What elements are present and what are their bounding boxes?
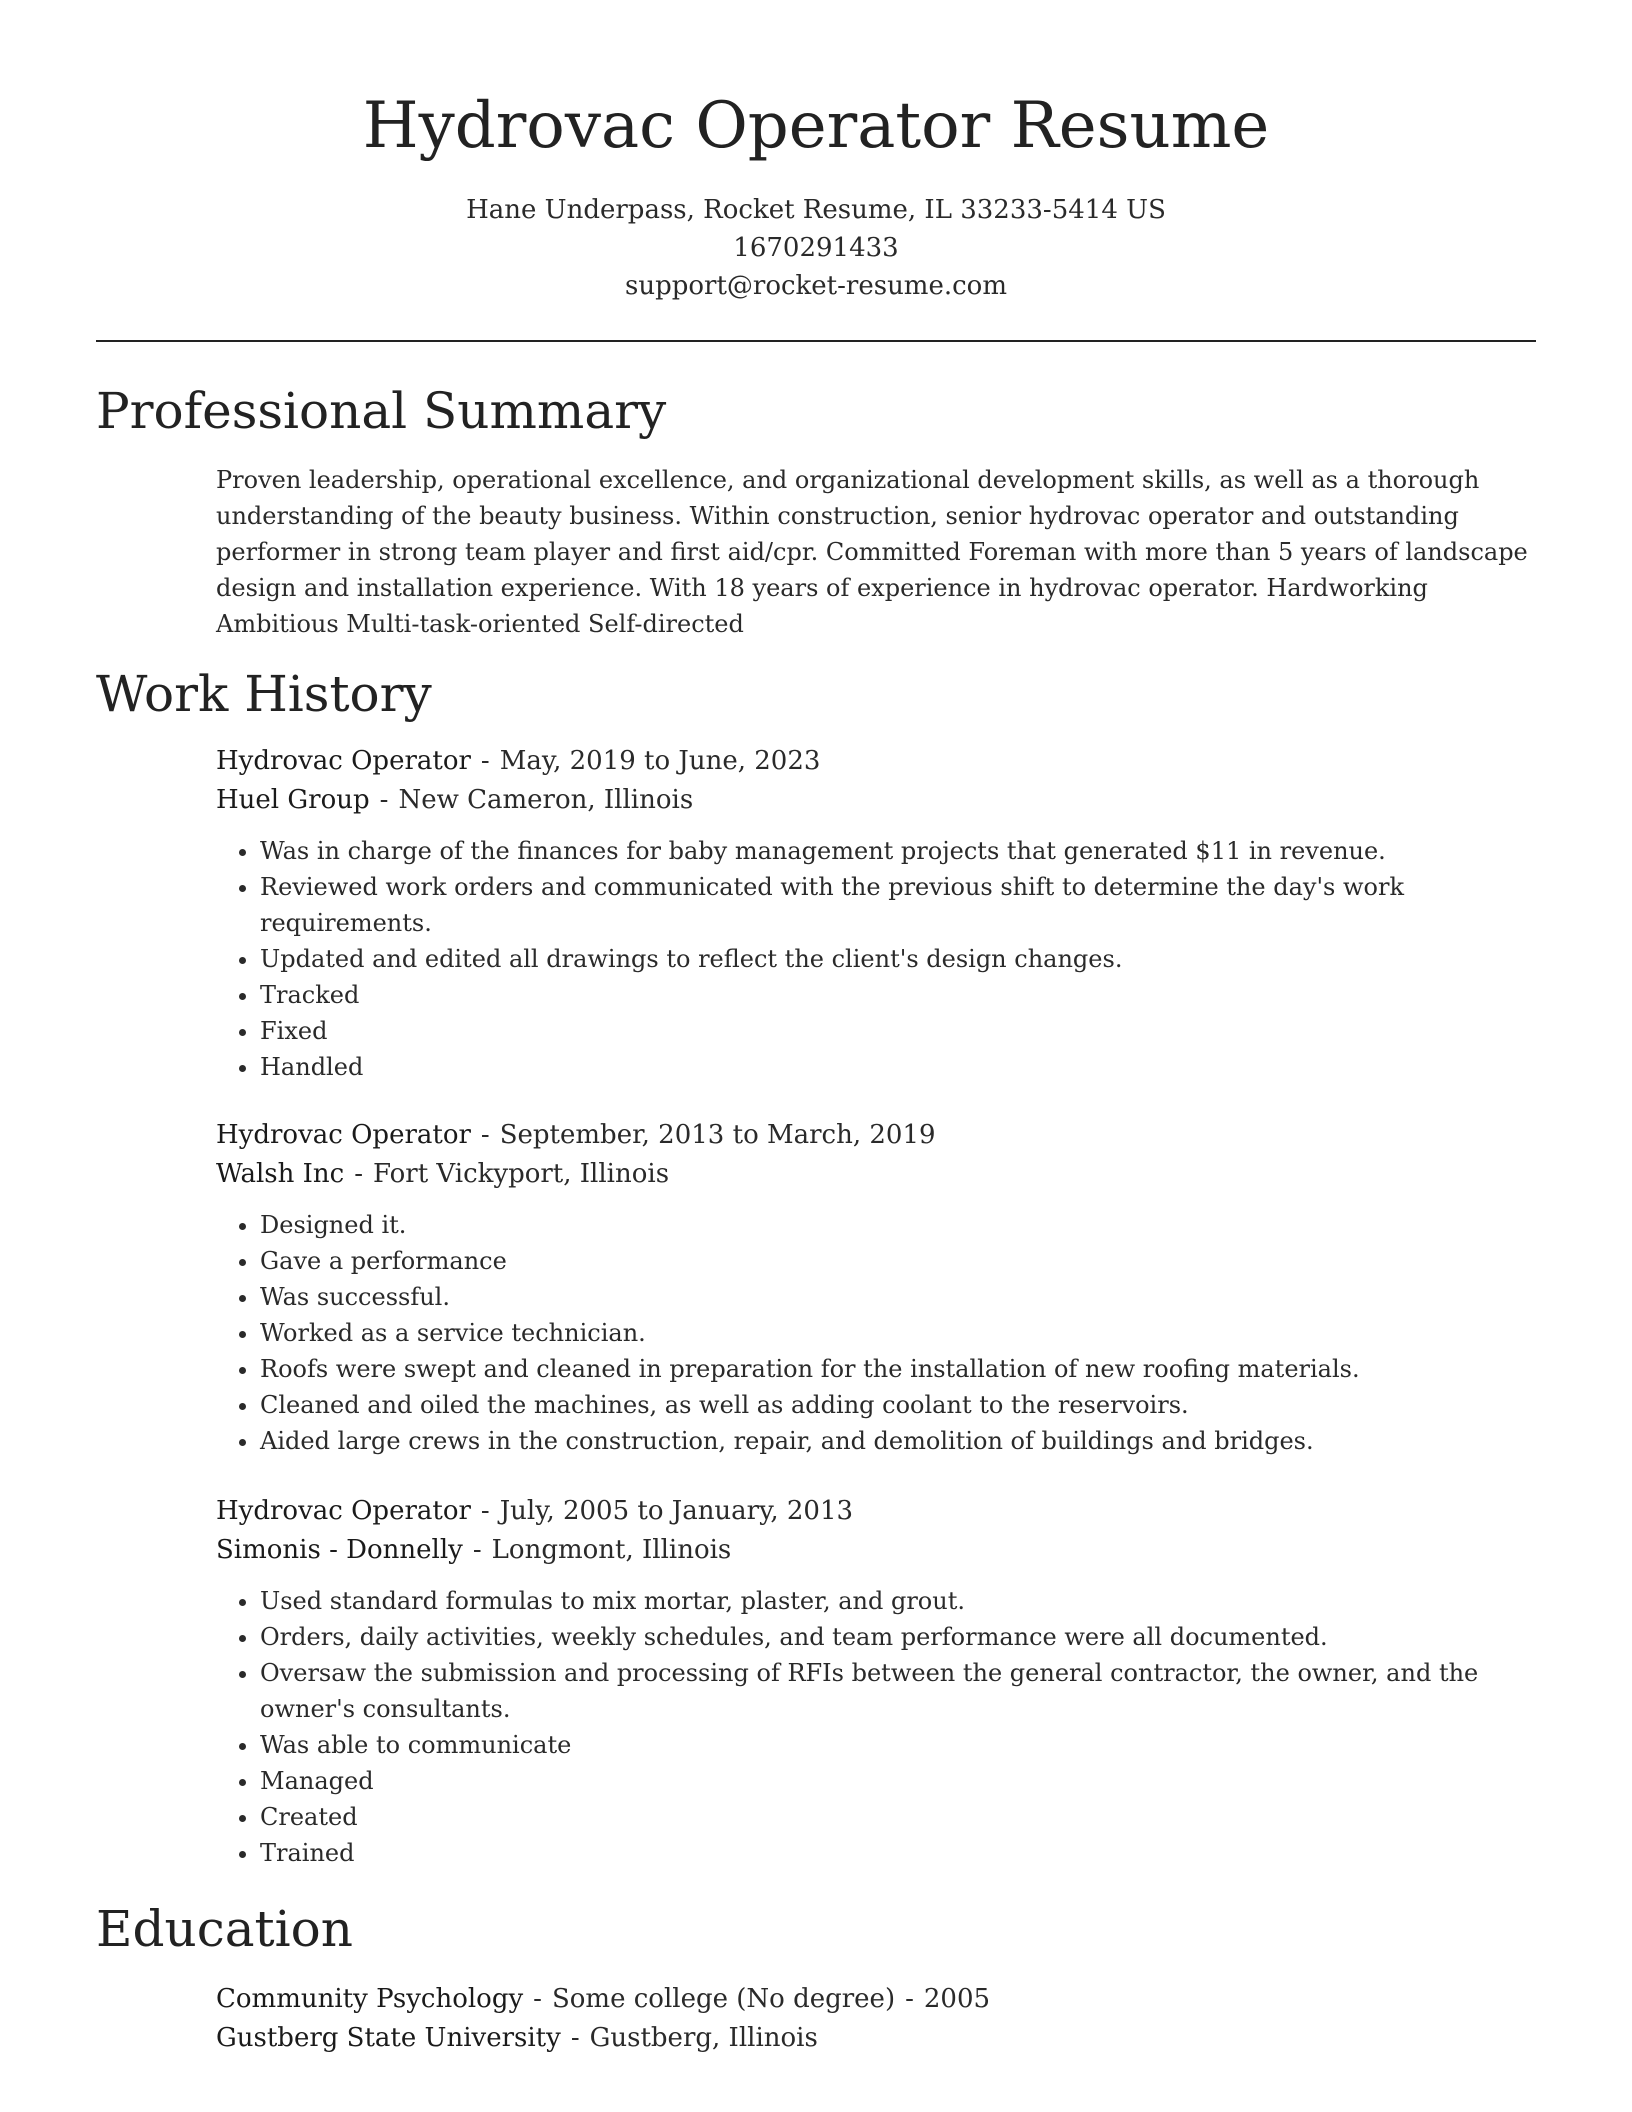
duty-item: • Reviewed work orders and communicated with the previous shift to determine the day's work requirements.: [260, 869, 1536, 941]
education-year: 2005: [923, 1984, 991, 2014]
separator: -: [472, 1535, 482, 1565]
duty-item: • Handled: [260, 1049, 1536, 1085]
job-company-line: [216, 1155, 1536, 1194]
duty-item: • Was in charge of the finances for baby management projects that generated $11 in revenue.: [260, 833, 1536, 869]
separator: -: [533, 1984, 542, 2014]
education-school-line: [216, 2019, 1536, 2058]
job-dates: September, 2013 to March, 2019: [499, 1120, 936, 1150]
job-title-line: [216, 1492, 1536, 1531]
job-title-line: [216, 742, 1536, 781]
job-title: Hydrovac Operator: [216, 1120, 471, 1150]
duty-item: • Managed: [260, 1763, 1536, 1799]
duty-item: • Orders, daily activities, weekly schedules, and team performance were all documented.: [260, 1619, 1536, 1655]
separator: -: [379, 785, 389, 815]
contact-phone: 1670291433: [733, 233, 899, 263]
job-location: Longmont, Illinois: [491, 1535, 732, 1565]
job-location: New Cameron, Illinois: [398, 785, 694, 815]
duty-item: • Aided large crews in the construction, repair, and demolition of buildings and bridges.: [260, 1423, 1536, 1459]
separator: -: [480, 746, 490, 776]
duty-item: • Was able to communicate: [260, 1727, 1536, 1763]
duty-item: • Trained: [260, 1835, 1536, 1871]
duty-item: • Worked as a service technician.: [260, 1315, 1536, 1351]
separator: -: [480, 1120, 490, 1150]
duty-list: [216, 833, 1536, 1085]
education-school: Gustberg State University: [216, 2023, 561, 2053]
contact-address: Hane Underpass, Rocket Resume, IL 33233-5414 US: [466, 195, 1166, 225]
resume-title: Hydrovac Operator Resume: [362, 89, 1270, 163]
job-dates: May, 2019 to June, 2023: [499, 746, 821, 776]
duty-list: [216, 1207, 1536, 1459]
duty-list: [216, 1583, 1536, 1871]
duty-item: • Updated and edited all drawings to reflect the client's design changes.: [260, 941, 1536, 977]
job-title-line: [216, 1116, 1536, 1155]
job-entry: [216, 1116, 1536, 1459]
duty-item: • Oversaw the submission and processing of RFIs between the general contractor, the owner, and the owner's consultants.: [260, 1655, 1536, 1727]
duty-item: • Fixed: [260, 1013, 1536, 1049]
job-dates: July, 2005 to January, 2013: [499, 1496, 854, 1526]
job-company: Huel Group: [216, 785, 370, 815]
contact-email: support@rocket-resume.com: [624, 271, 1007, 301]
duty-item: • Designed it.: [260, 1207, 1536, 1243]
duty-item: • Roofs were swept and cleaned in preparation for the installation of new roofing materials.: [260, 1351, 1536, 1387]
duty-item: • Gave a performance: [260, 1243, 1536, 1279]
summary-heading: Professional Summary: [96, 382, 667, 440]
duty-item: • Used standard formulas to mix mortar, plaster, and grout.: [260, 1583, 1536, 1619]
education-degree-line: [216, 1980, 1536, 2019]
duty-item: • Created: [260, 1799, 1536, 1835]
work-history-heading: Work History: [96, 665, 432, 723]
separator: -: [480, 1496, 490, 1526]
job-title: Hydrovac Operator: [216, 1496, 471, 1526]
job-company-line: [216, 781, 1536, 820]
job-company: Walsh Inc: [216, 1159, 345, 1189]
contact-block: [0, 191, 1632, 305]
job-company: Simonis - Donnelly: [216, 1535, 463, 1565]
summary-text: Proven leadership, operational excellence, and organizational development skills, as well as a thorough understanding of the beauty business. Within construction, senior hydrovac operator and outstanding performer in strong team player and first aid/cpr. Committed Foreman with more than 5 years of landscape design and installation experience. With 18 years of experience in hydrovac operator. Hardworking Ambitious Multi-task-oriented Self-directed: [216, 466, 1528, 638]
header-divider: [96, 340, 1536, 342]
job-location: Fort Vickyport, Illinois: [373, 1159, 670, 1189]
separator: -: [905, 1984, 914, 2014]
education-degree: Some college (No degree): [551, 1984, 896, 2014]
education-location: Gustberg, Illinois: [589, 2023, 818, 2053]
job-company-line: [216, 1531, 1536, 1570]
duty-item: • Was successful.: [260, 1279, 1536, 1315]
separator: -: [570, 2023, 580, 2053]
education-heading: Education: [96, 1900, 353, 1958]
job-entry: [216, 742, 1536, 1085]
duty-item: • Cleaned and oiled the machines, as well as adding coolant to the reservoirs.: [260, 1387, 1536, 1423]
duty-item: • Tracked: [260, 977, 1536, 1013]
education-field: Community Psychology: [216, 1984, 524, 2014]
separator: -: [354, 1159, 364, 1189]
education-entry: [216, 1980, 1536, 2058]
job-entry: [216, 1492, 1536, 1871]
job-title: Hydrovac Operator: [216, 746, 471, 776]
